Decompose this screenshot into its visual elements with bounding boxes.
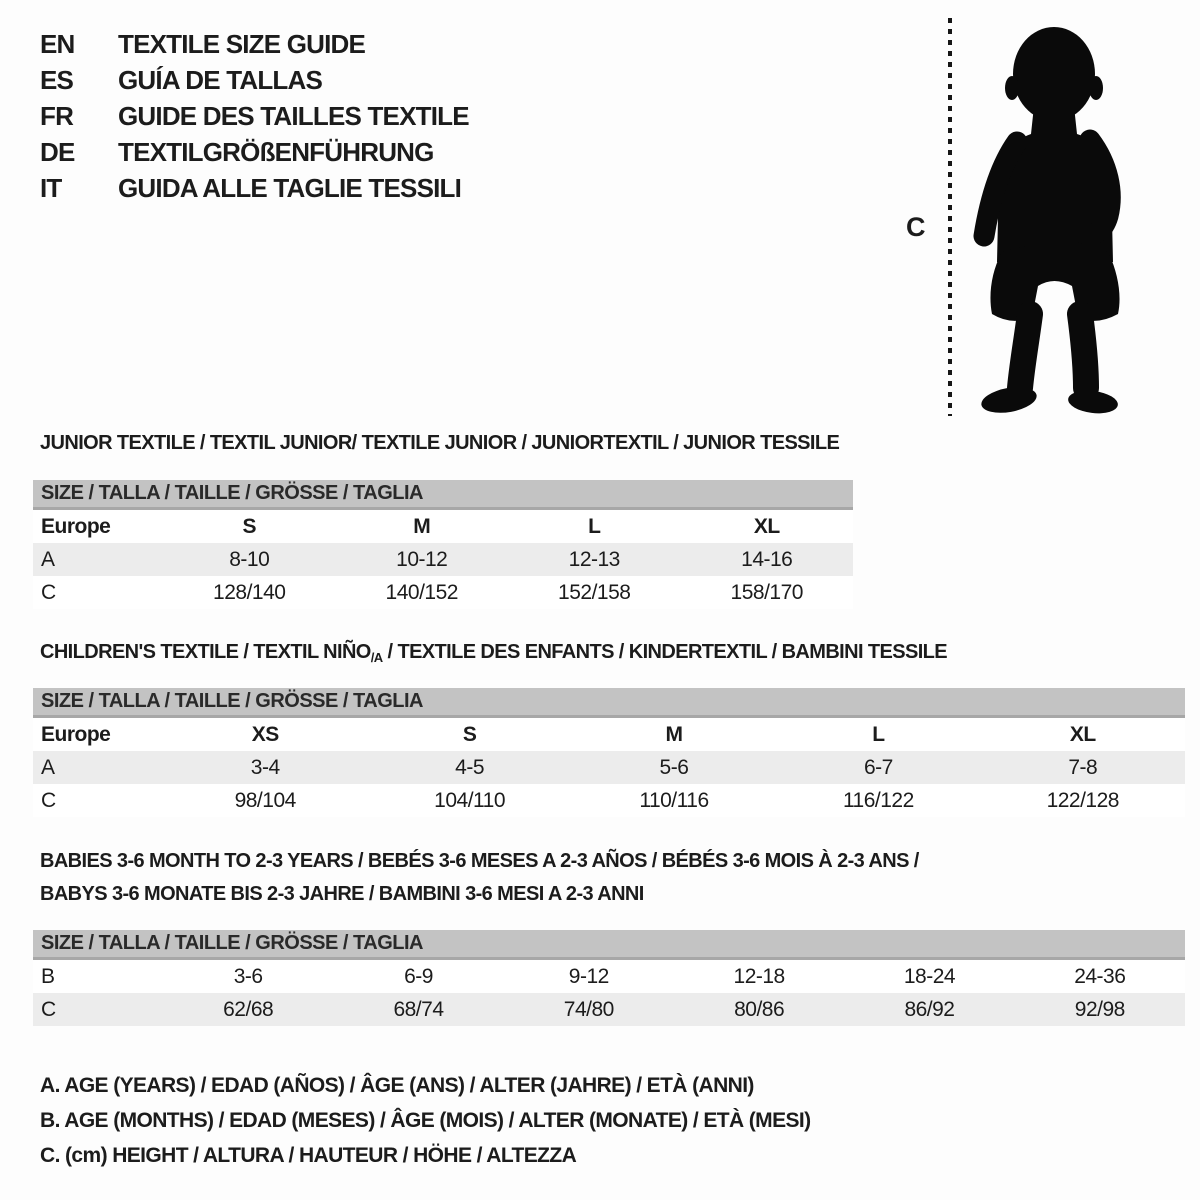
babies-title-line1: BABIES 3-6 MONTH TO 2-3 YEARS / BEBÉS 3-6 MESES A 2-3 AÑOS / BÉBÉS 3-6 MOIS À 2-3 ANS / [40, 850, 919, 872]
language-code: DE [40, 137, 75, 167]
height-measure-label: C [906, 212, 926, 242]
legend-age-years: A. AGE (YEARS) / EDAD (AÑOS) / ÂGE (ANS) / ALTER (JAHRE) / ETÀ (ANNI) [40, 1074, 754, 1097]
language-title: GUÍA DE TALLAS [118, 65, 323, 95]
measure-legend [40, 1068, 811, 1173]
age-cell: 12-18 [674, 959, 844, 994]
age-cell: 24-36 [1015, 959, 1185, 994]
toddler-silhouette [962, 14, 1140, 416]
age-years-row [33, 543, 853, 576]
size-header-bar: SIZE / TALLA / TAILLE / GRÖSSE / TAGLIA [33, 930, 1185, 959]
height-cell: 140/152 [336, 576, 509, 609]
junior-size-table [33, 480, 853, 609]
age-cell: 7-8 [981, 751, 1185, 784]
size-cell: L [776, 717, 980, 752]
size-cell: XS [163, 717, 367, 752]
height-cell: 128/140 [163, 576, 336, 609]
height-cell: 110/116 [572, 784, 776, 817]
europe-label: Europe [33, 509, 163, 544]
height-cell: 152/158 [508, 576, 681, 609]
language-title: GUIDE DES TAILLES TEXTILE [118, 101, 469, 131]
age-cell: 5-6 [572, 751, 776, 784]
row-label: C [33, 784, 163, 817]
language-row [40, 134, 469, 170]
height-cell: 62/68 [163, 993, 333, 1026]
height-cm-row [33, 576, 853, 609]
size-header-row [33, 688, 1185, 717]
size-header-row [33, 480, 853, 509]
legend-age-months: B. AGE (MONTHS) / EDAD (MESES) / ÂGE (MOIS) / ALTER (MONATE) / ETÀ (MESI) [40, 1109, 811, 1132]
size-cell: XL [981, 717, 1185, 752]
height-measure-dashed-line [948, 18, 952, 416]
row-label: C [33, 993, 163, 1026]
row-label: A [33, 751, 163, 784]
language-title: TEXTILGRÖßENFÜHRUNG [118, 137, 434, 167]
language-title-list [40, 26, 469, 206]
europe-label: Europe [33, 717, 163, 752]
age-cell: 18-24 [844, 959, 1014, 994]
age-cell: 6-9 [333, 959, 503, 994]
height-cell: 122/128 [981, 784, 1185, 817]
children-title-pre: CHILDREN'S TEXTILE / TEXTIL NIÑO [40, 641, 371, 663]
age-months-row [33, 959, 1185, 994]
age-cell: 14-16 [681, 543, 854, 576]
row-label: C [33, 576, 163, 609]
height-cell: 116/122 [776, 784, 980, 817]
europe-sizes-row [33, 509, 853, 544]
age-cell: 10-12 [336, 543, 509, 576]
size-cell: M [336, 509, 509, 544]
row-label: A [33, 543, 163, 576]
height-cm-row [33, 784, 1185, 817]
children-size-table [33, 688, 1185, 817]
age-cell: 3-4 [163, 751, 367, 784]
height-cell: 98/104 [163, 784, 367, 817]
height-cell: 74/80 [504, 993, 674, 1026]
language-row [40, 170, 469, 206]
size-cell: S [367, 717, 571, 752]
children-title-sub: /A [370, 650, 383, 665]
height-cell: 158/170 [681, 576, 854, 609]
europe-sizes-row [33, 717, 1185, 752]
age-cell: 8-10 [163, 543, 336, 576]
legend-height-cm: C. (cm) HEIGHT / ALTURA / HAUTEUR / HÖHE / ALTEZZA [40, 1144, 577, 1167]
row-label: B [33, 959, 163, 994]
age-cell: 3-6 [163, 959, 333, 994]
size-header-bar: SIZE / TALLA / TAILLE / GRÖSSE / TAGLIA [33, 480, 853, 509]
children-title-post: / TEXTILE DES ENFANTS / KINDERTEXTIL / BAMBINI TESSILE [382, 641, 948, 663]
language-row [40, 26, 469, 62]
height-cm-row [33, 993, 1185, 1026]
size-header-bar: SIZE / TALLA / TAILLE / GRÖSSE / TAGLIA [33, 688, 1185, 717]
age-cell: 12-13 [508, 543, 681, 576]
language-code: ES [40, 65, 74, 95]
age-years-row [33, 751, 1185, 784]
age-cell: 4-5 [367, 751, 571, 784]
language-title: TEXTILE SIZE GUIDE [118, 29, 366, 59]
junior-table-title: JUNIOR TEXTILE / TEXTIL JUNIOR/ TEXTILE JUNIOR / JUNIORTEXTIL / JUNIOR TESSILE [40, 432, 840, 454]
language-code: FR [40, 101, 74, 131]
height-cell: 68/74 [333, 993, 503, 1026]
height-cell: 92/98 [1015, 993, 1185, 1026]
size-header-row [33, 930, 1185, 959]
height-cell: 104/110 [367, 784, 571, 817]
height-cell: 80/86 [674, 993, 844, 1026]
language-row [40, 62, 469, 98]
age-cell: 9-12 [504, 959, 674, 994]
size-cell: XL [681, 509, 854, 544]
size-cell: S [163, 509, 336, 544]
babies-size-table [33, 930, 1185, 1026]
size-cell: L [508, 509, 681, 544]
size-cell: M [572, 717, 776, 752]
language-code: EN [40, 29, 75, 59]
language-row [40, 98, 469, 134]
height-cell: 86/92 [844, 993, 1014, 1026]
babies-title-line2: BABYS 3-6 MONATE BIS 2-3 JAHRE / BAMBINI 3-6 MESI A 2-3 ANNI [40, 883, 644, 905]
babies-table-title [40, 845, 919, 911]
children-table-title [40, 641, 947, 665]
age-cell: 6-7 [776, 751, 980, 784]
language-title: GUIDA ALLE TAGLIE TESSILI [118, 173, 462, 203]
language-code: IT [40, 173, 62, 203]
